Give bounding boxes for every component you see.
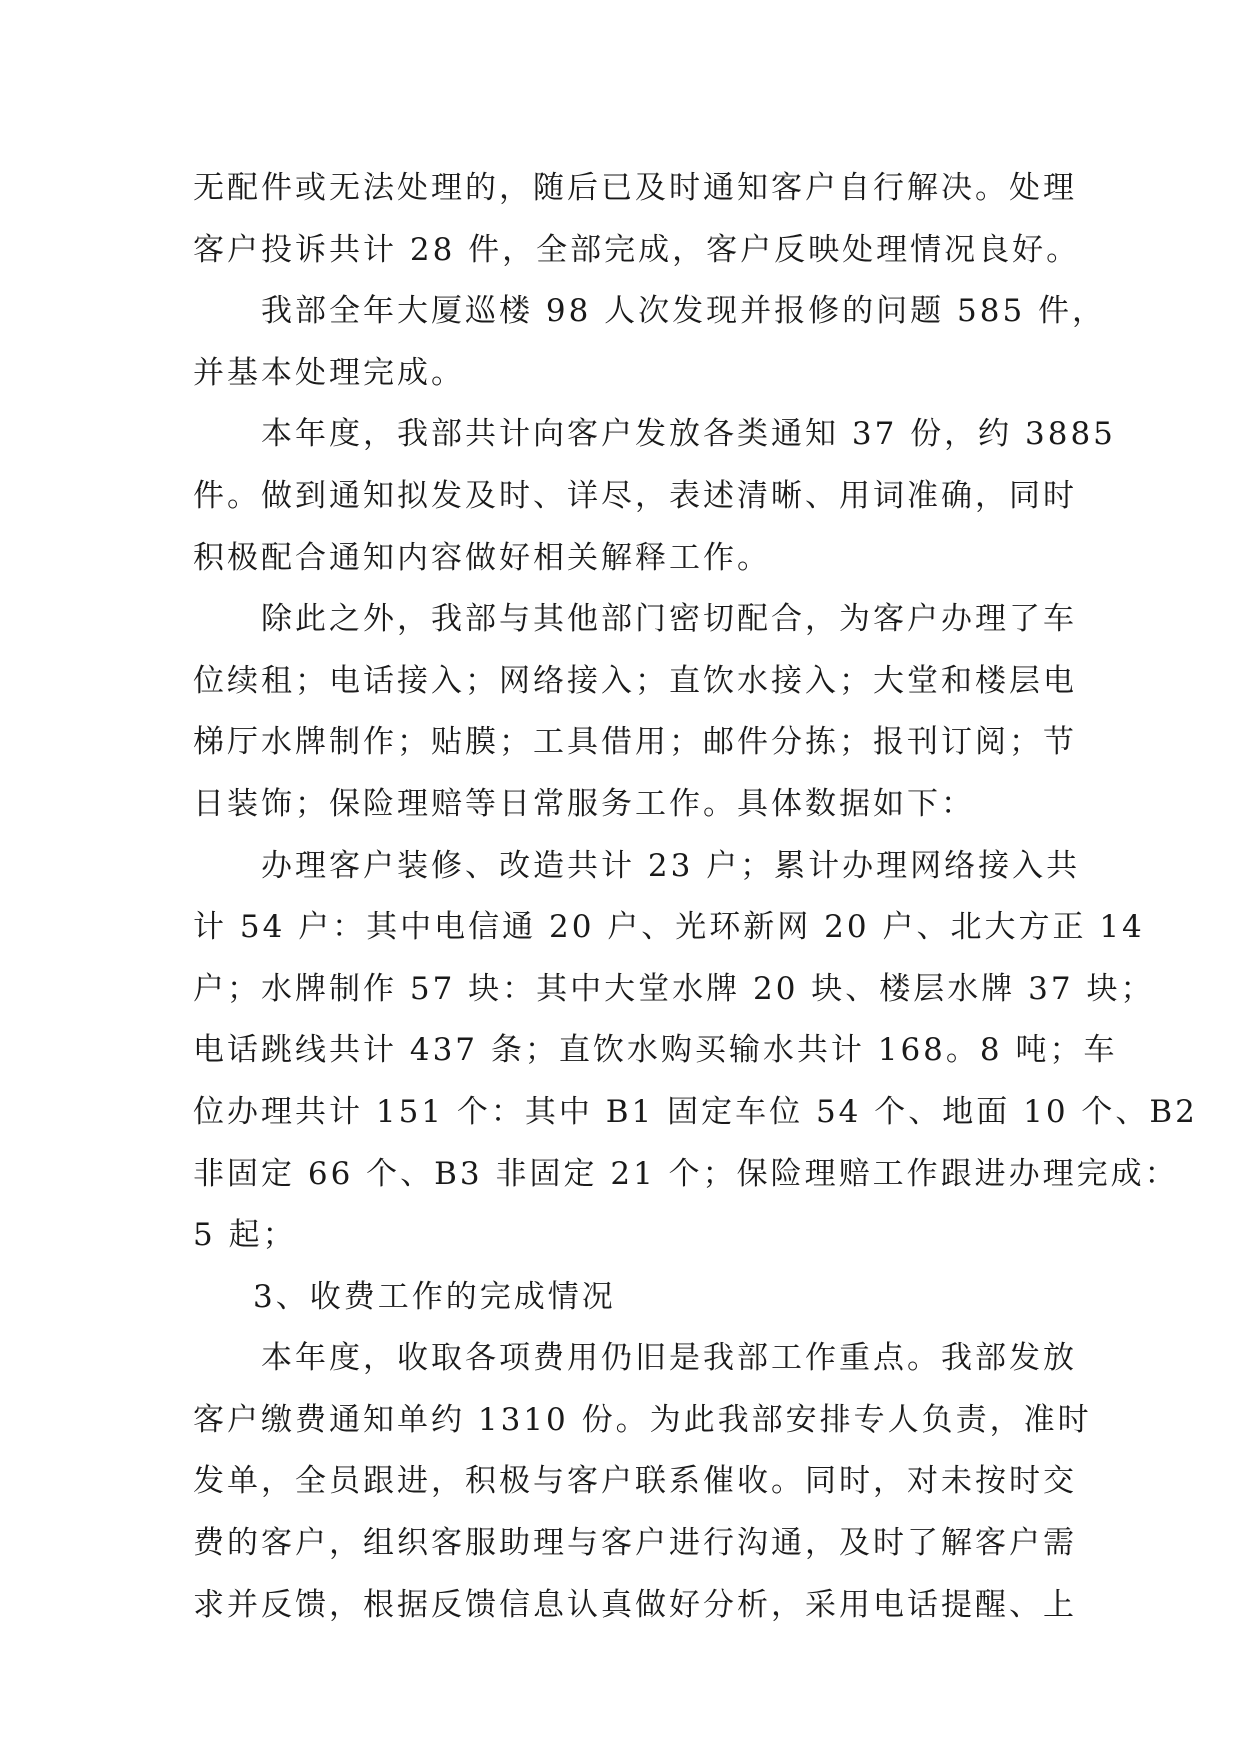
text-line: 我部全年大厦巡楼 98 人次发现并报修的问题 585 件， (261, 293, 1107, 330)
text-line: 无配件或无法处理的，随后已及时通知客户自行解决。处理 (193, 170, 1077, 206)
text-line: 本年度，收取各项费用仍旧是我部工作重点。我部发放 (261, 1340, 1077, 1377)
text-line: 位办理共计 151 个：其中 B1 固定车位 54 个、地面 10 个、B2 (193, 1093, 1198, 1130)
text-line: 梯厅水牌制作；贴膜；工具借用；邮件分拣；报刊订阅；节 (193, 724, 1077, 761)
text-line: 客户缴费通知单约 1310 份。为此我部安排专人负责，准时 (193, 1401, 1092, 1438)
text-line: 除此之外，我部与其他部门密切配合，为客户办理了车 (261, 601, 1077, 638)
text-line: 本年度，我部共计向客户发放各类通知 37 份，约 3885 (261, 416, 1116, 453)
text-line: 计 54 户：其中电信通 20 户、光环新网 20 户、北大方正 14 (193, 909, 1145, 946)
text-line: 日装饰；保险理赔等日常服务工作。具体数据如下： (193, 785, 975, 822)
text-line: 电话跳线共计 437 条；直饮水购买输水共计 168。8 吨；车 (193, 1032, 1118, 1069)
text-line: 费的客户，组织客服助理与客户进行沟通，及时了解客户需 (193, 1525, 1077, 1562)
text-line: 非固定 66 个、B3 非固定 21 个；保险理赔工作跟进办理完成： (193, 1155, 1179, 1192)
text-line: 位续租；电话接入；网络接入；直饮水接入；大堂和楼层电 (193, 662, 1077, 699)
section-heading: 3、收费工作的完成情况 (253, 1278, 616, 1315)
text-line: 户；水牌制作 57 块：其中大堂水牌 20 块、楼层水牌 37 块； (193, 970, 1155, 1007)
text-line: 件。做到通知拟发及时、详尽，表述清晰、用词准确，同时 (193, 477, 1077, 514)
text-line: 5 起； (193, 1217, 297, 1254)
text-line: 办理客户装修、改造共计 23 户；累计办理网络接入共 (261, 847, 1081, 884)
text-line: 发单，全员跟进，积极与客户联系催收。同时，对未按时交 (193, 1463, 1077, 1500)
text-line: 求并反馈，根据反馈信息认真做好分析，采用电话提醒、上 (193, 1586, 1077, 1623)
text-line: 并基本处理完成。 (193, 354, 465, 391)
text-line: 积极配合通知内容做好相关解释工作。 (193, 539, 771, 576)
text-line: 客户投诉共计 28 件，全部完成，客户反映处理情况良好。 (193, 231, 1081, 268)
body-text (193, 158, 1198, 1636)
